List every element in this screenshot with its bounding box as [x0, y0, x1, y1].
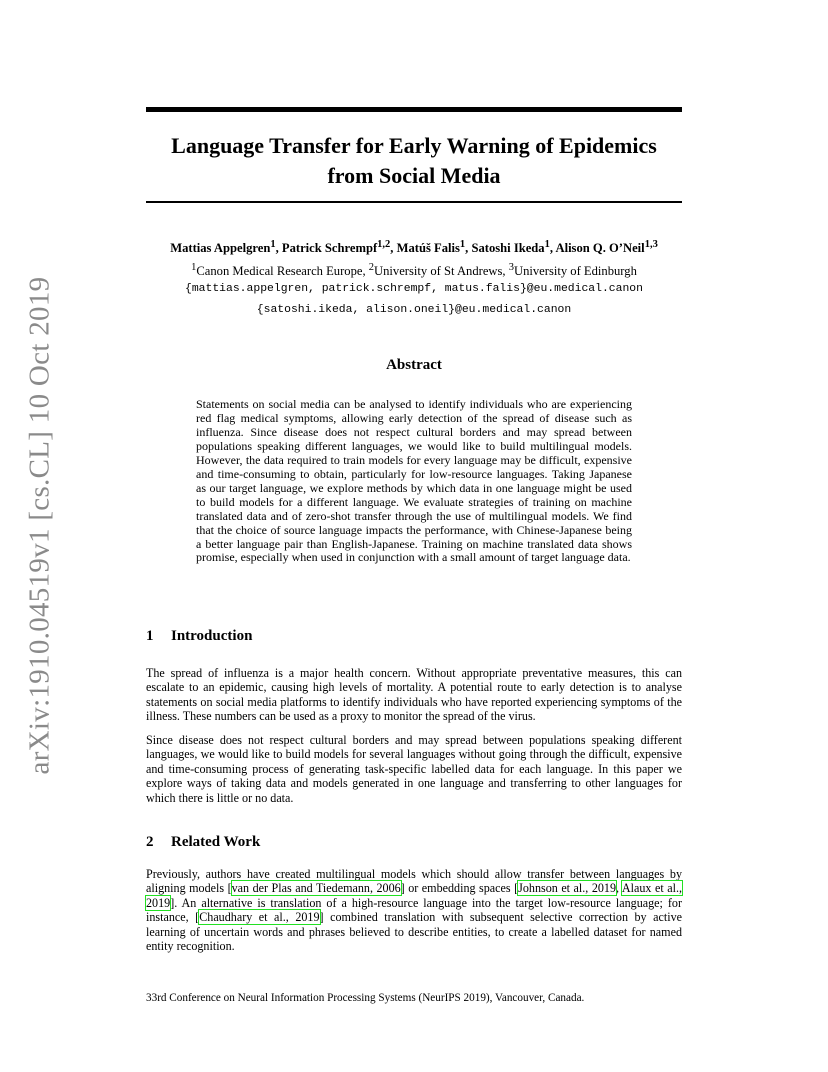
author-name: Matúš Falis	[396, 241, 460, 256]
affiliation-mark: 1	[191, 262, 197, 273]
related-text: ]. An alternative is translation of a high-resource language into the target low-resource language; for instance, [	[146, 895, 682, 925]
author-name: Patrick Schrempf	[281, 241, 378, 256]
section-title: Introduction	[171, 628, 253, 644]
author-name: Satoshi Ikeda	[471, 241, 545, 256]
author-affiliation-mark: 1	[270, 239, 276, 250]
abstract-heading: Abstract	[386, 357, 442, 373]
affiliation-name: University of Edinburgh	[513, 264, 637, 279]
citation-link[interactable]: Alaux et al., 2019	[146, 881, 682, 910]
conference-footnote: 33rd Conference on Neural Information Processing Systems (NeurIPS 2019), Vancouver, Canada.	[146, 992, 585, 1004]
author-list: Mattias Appelgren$^1$, Patrick Schrempf$^{1,2}$, Matúš Falis$^1$, Satoshi Ikeda$^1$, Alison Q. O’Neil$^{1,3}$	[170, 239, 658, 256]
author-affiliation-mark: 1	[544, 239, 550, 250]
citation-link[interactable]: Chaudhary et al., 2019	[199, 910, 320, 925]
author-name: Alison Q. O’Neil	[555, 241, 645, 256]
title-line-1: Language Transfer for Early Warning of Epidemics	[171, 133, 657, 158]
title-line-2: from Social Media	[327, 163, 501, 188]
author-affiliation-mark: 1,2	[377, 239, 391, 250]
section-title: Related Work	[171, 834, 261, 850]
affiliation-mark: 2	[368, 262, 375, 273]
section-number: 2	[146, 834, 154, 850]
arxiv-side-stamp	[16, 276, 64, 774]
email-line-2: {satoshi.ikeda, alison.oneil}@eu.medical.canon	[256, 304, 572, 316]
related-text: ] or embedding spaces [	[400, 881, 519, 896]
introduction-paragraph-2: Since disease does not respect cultural borders and may spread between populations speaking different languages, we would like to build models for several languages without going through the difficult, expensive and time-consuming process of generating task-specific labelled data for each language. In this paper we explore ways of taking data and models generated in one language and transferring to other languages for which there is little or no data.	[146, 733, 682, 805]
section-heading-introduction	[146, 628, 252, 645]
citation-link[interactable]: van der Plas and Tiedemann, 2006	[231, 881, 401, 896]
related-work-paragraph	[146, 867, 682, 953]
affiliation-name: University of St Andrews	[374, 264, 503, 279]
title-top-rule	[146, 107, 682, 112]
affiliation-mark: 3	[508, 262, 514, 273]
paper-title	[146, 131, 682, 191]
abstract-text: Statements on social media can be analysed to identify individuals who are experiencing red flag medical symptoms, allowing early detection of the spread of disease such as influenza. Since disease does not respect cultural borders and may spread between populations speaking different languages, we would like to build multilingual models. However, the data required to train models for every language may be difficult, expensive and time-consuming to obtain, particularly for low-resource languages. Taking Japanese as our target language, we explore methods by which data in one language might be used to build models for a different language. We evaluate strategies of training on machine translated data and of zero-shot transfer through the use of multilingual models. We find that the choice of source language impacts the performance, with Chinese-Japanese being a better language pair than English-Japanese. Training on machine translated data shows promise, especially when used in conjunction with a small amount of target language data.	[196, 397, 632, 565]
affiliation-name: Canon Medical Research Europe	[196, 264, 363, 279]
section-heading-related-work	[146, 834, 260, 851]
affiliation-list: $^1$Canon Medical Research Europe, $^2$University of St Andrews, $^3$University of Edinburgh	[191, 262, 637, 279]
related-text: ,	[616, 881, 622, 896]
citation-link[interactable]: Johnson et al., 2019	[518, 881, 617, 896]
section-number: 1	[146, 628, 154, 644]
author-affiliation-mark: 1	[459, 239, 466, 250]
related-text: Previously, authors have created multilingual models which should allow transfer between languages by aligning models [	[146, 867, 682, 896]
introduction-paragraph-1: The spread of influenza is a major health concern. Without appropriate preventative measures, this can escalate to an epidemic, causing high levels of mortality. A potential route to early detection is to analyse statements on social media platforms to identify individuals who have reported experiencing symptoms of the illness. These numbers can be used as a proxy to monitor the spread of the virus.	[146, 666, 682, 724]
arxiv-identifier: arXiv:1910.04519v1 [cs.CL] 10 Oct 2019	[23, 276, 56, 774]
email-line-1: {mattias.appelgren, patrick.schrempf, matus.falis}@eu.medical.canon	[185, 283, 643, 295]
title-bottom-rule	[146, 201, 682, 203]
author-name: Mattias Appelgren	[170, 241, 271, 256]
related-text: ] combined translation with subsequent selective correction by active learning of uncertain words and phrases believed to describe entities, to create a labelled dataset for named entity recognition.	[146, 910, 682, 954]
author-affiliation-mark: 1,3	[644, 239, 658, 250]
